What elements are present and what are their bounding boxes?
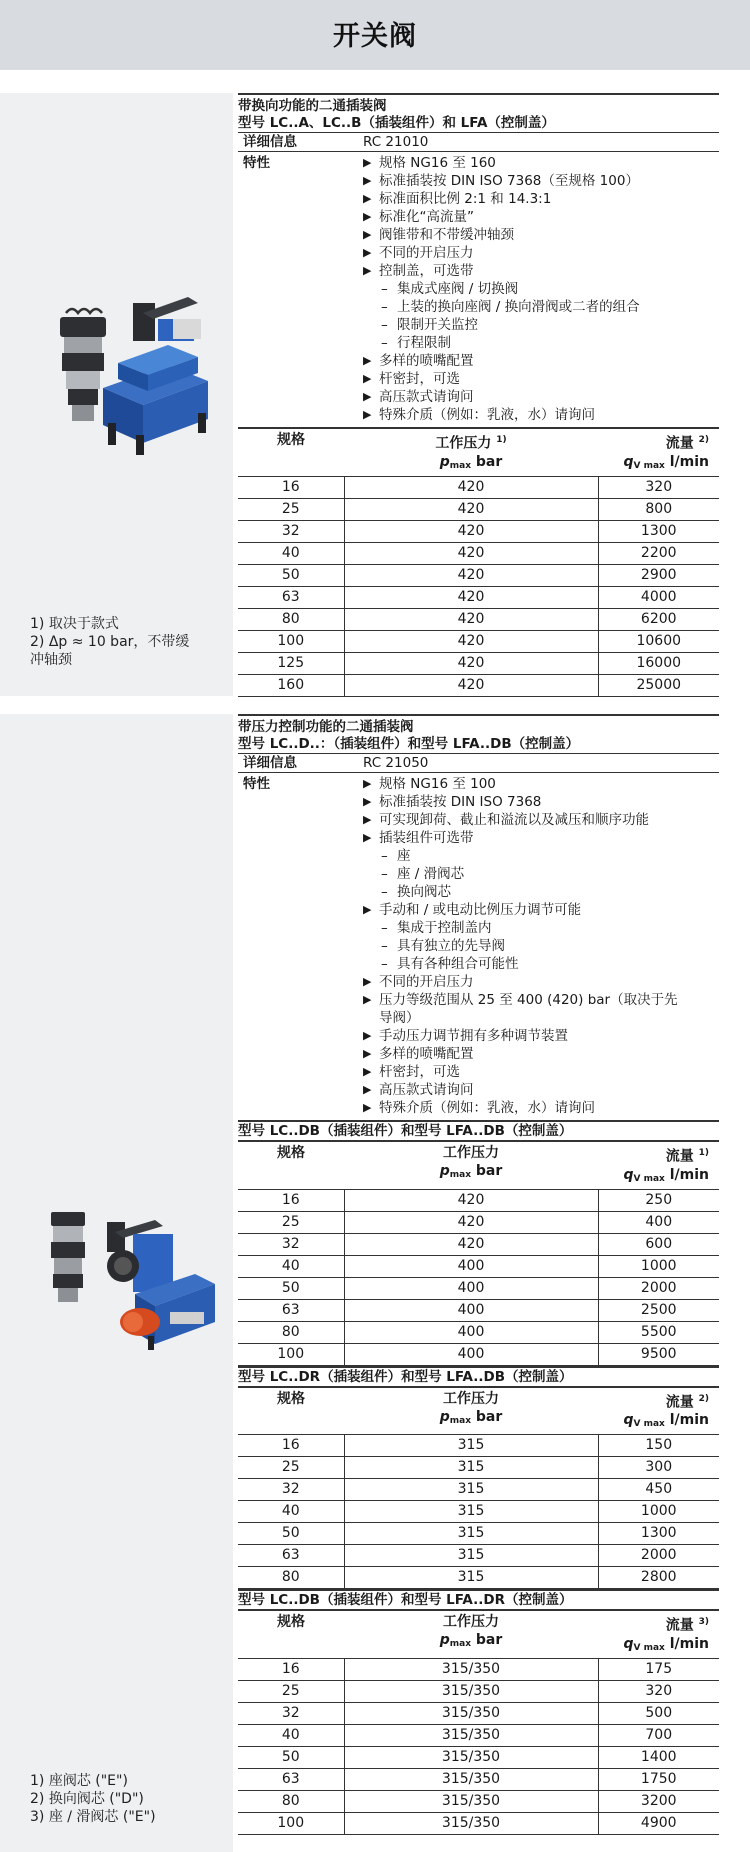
- features-label: 特性: [243, 776, 270, 792]
- table-row: [238, 674, 719, 696]
- table-row: [238, 1189, 719, 1211]
- flow-cell: 300: [598, 1457, 719, 1479]
- pressure-cell: 420: [344, 674, 598, 696]
- size-cell: 32: [238, 1233, 344, 1255]
- flow-cell: 600: [598, 1233, 719, 1255]
- table-row: [238, 1479, 719, 1501]
- section-2-title-line1: 带压力控制功能的二通插装阀: [238, 719, 414, 735]
- table-row: [238, 1545, 719, 1567]
- col-size-header: 规格: [238, 428, 344, 476]
- pressure-cell: 315/350: [344, 1746, 598, 1768]
- feature-subitem: 导阀）: [379, 1010, 420, 1026]
- flow-cell: 1000: [598, 1255, 719, 1277]
- pressure-cell: 315: [344, 1545, 598, 1567]
- spec-table: [238, 1609, 719, 1835]
- details-value: RC 21010: [363, 134, 429, 150]
- spec-table: [238, 1140, 719, 1366]
- feature-subitem: – 座: [363, 847, 719, 865]
- features-list: [363, 775, 719, 1117]
- flow-cell: 320: [598, 1680, 719, 1702]
- flow-cell: 700: [598, 1724, 719, 1746]
- pressure-cell: 400: [344, 1255, 598, 1277]
- section-1-title-line2: 型号 LC..A、LC..B（插装组件）和 LFA（控制盖）: [238, 115, 555, 131]
- pressure-cell: 420: [344, 498, 598, 520]
- pressure-cell: 315: [344, 1567, 598, 1589]
- pressure-cell: 315: [344, 1457, 598, 1479]
- flow-cell: 3200: [598, 1790, 719, 1812]
- col-flow-header: 流量 $^{3)}$ qV max l/min: [598, 1610, 719, 1658]
- pressure-cell: 315: [344, 1523, 598, 1545]
- section-1: [238, 93, 719, 697]
- size-cell: 50: [238, 564, 344, 586]
- size-cell: 100: [238, 1343, 344, 1365]
- footnote-3: 3) 座 / 滑阀芯 ("E"): [30, 1809, 156, 1825]
- col-flow-header: 流量 $^{1)}$ qV max l/min: [598, 1141, 719, 1189]
- table-row: [238, 1567, 719, 1589]
- section-1-title: [238, 93, 719, 132]
- sidebar-section-2: [0, 714, 233, 1852]
- flow-cell: 800: [598, 498, 719, 520]
- pressure-cell: 315/350: [344, 1724, 598, 1746]
- col-size-header: 规格: [238, 1141, 344, 1189]
- flow-cell: 320: [598, 476, 719, 498]
- feature-item: ▶ 高压款式请询问: [363, 1081, 719, 1099]
- flow-cell: 2500: [598, 1299, 719, 1321]
- table-row: [238, 1211, 719, 1233]
- feature-item: ▶ 压力等级范围从 25 至 400 (420) bar（取决于先: [363, 991, 719, 1009]
- table-row: [238, 1523, 719, 1545]
- details-label: 详细信息: [243, 134, 297, 150]
- pressure-cell: 315/350: [344, 1812, 598, 1834]
- table-row: [238, 652, 719, 674]
- flow-cell: 150: [598, 1435, 719, 1457]
- col-pressure-header: 工作压力 pmax bar: [344, 1610, 598, 1658]
- features-block: [238, 151, 719, 427]
- col-size-header: 规格: [238, 1610, 344, 1658]
- size-cell: 63: [238, 1768, 344, 1790]
- feature-item: ▶ 特殊介质（例如：乳液，水）请询问: [363, 1099, 719, 1117]
- size-cell: 50: [238, 1746, 344, 1768]
- footnotes-section-2: [30, 1772, 156, 1826]
- table-row: [238, 1343, 719, 1365]
- feature-subitem: – 上装的换向座阀 / 换向滑阀或二者的组合: [363, 298, 719, 316]
- section-2-title: [238, 714, 719, 753]
- section-1-title-line1: 带换向功能的二通插装阀: [238, 98, 387, 114]
- size-cell: 40: [238, 1501, 344, 1523]
- pressure-cell: 420: [344, 586, 598, 608]
- table-row: [238, 498, 719, 520]
- table-row: [238, 1768, 719, 1790]
- feature-subitem: – 集成式座阀 / 切换阀: [363, 280, 719, 298]
- sidebar-section-1: [0, 93, 233, 696]
- section-2-title-line2: 型号 LC..D..：（插装组件）和型号 LFA..DB（控制盖）: [238, 736, 580, 752]
- table-row: [238, 542, 719, 564]
- table-row: [238, 1457, 719, 1479]
- size-cell: 63: [238, 1545, 344, 1567]
- size-cell: 16: [238, 1435, 344, 1457]
- table-row: [238, 1746, 719, 1768]
- size-cell: 25: [238, 1680, 344, 1702]
- flow-cell: 2000: [598, 1277, 719, 1299]
- pressure-cell: 420: [344, 564, 598, 586]
- table-row: [238, 1724, 719, 1746]
- spec-tables-2: [238, 1120, 719, 1835]
- table-row: [238, 1321, 719, 1343]
- feature-subitem: – 行程限制: [363, 334, 719, 352]
- spec-table: [238, 1386, 719, 1590]
- size-cell: 63: [238, 1299, 344, 1321]
- feature-item: ▶ 高压款式请询问: [363, 388, 719, 406]
- col-size-header: 规格: [238, 1387, 344, 1435]
- pressure-cell: 315/350: [344, 1768, 598, 1790]
- size-cell: 16: [238, 1658, 344, 1680]
- pressure-cell: 315: [344, 1435, 598, 1457]
- size-cell: 63: [238, 586, 344, 608]
- feature-item: ▶ 标准面积比例 2:1 和 14.3:1: [363, 190, 719, 208]
- size-cell: 40: [238, 1255, 344, 1277]
- pressure-cell: 420: [344, 630, 598, 652]
- feature-item: ▶ 杆密封，可选: [363, 370, 719, 388]
- page-title: 开关阀: [333, 21, 417, 52]
- flow-cell: 500: [598, 1702, 719, 1724]
- footnote-1: 1) 座阀芯 ("E"): [30, 1773, 128, 1789]
- pressure-cell: 315/350: [344, 1658, 598, 1680]
- size-cell: 40: [238, 1724, 344, 1746]
- flow-cell: 1300: [598, 520, 719, 542]
- section-2: [238, 714, 719, 1835]
- feature-subitem: – 集成于控制盖内: [363, 919, 719, 937]
- valve-photo-2: [45, 1204, 225, 1354]
- feature-item: ▶ 规格 NG16 至 100: [363, 775, 719, 793]
- spec-table-1: [238, 427, 719, 697]
- table-row: [238, 1790, 719, 1812]
- feature-item: ▶ 标准化“高流量”: [363, 208, 719, 226]
- size-cell: 80: [238, 1567, 344, 1589]
- table-row: [238, 1812, 719, 1834]
- pressure-cell: 315/350: [344, 1680, 598, 1702]
- flow-cell: 450: [598, 1479, 719, 1501]
- size-cell: 32: [238, 520, 344, 542]
- pressure-cell: 315: [344, 1501, 598, 1523]
- page-header: [0, 0, 750, 70]
- pressure-cell: 400: [344, 1343, 598, 1365]
- control-cover-image: [103, 297, 208, 455]
- feature-subitem: – 换向阀芯: [363, 883, 719, 901]
- size-cell: 160: [238, 674, 344, 696]
- size-cell: 16: [238, 476, 344, 498]
- table-row: [238, 1233, 719, 1255]
- flow-cell: 2200: [598, 542, 719, 564]
- feature-item: ▶ 规格 NG16 至 160: [363, 154, 719, 172]
- table-row: [238, 1277, 719, 1299]
- cartridge-insert-image: [60, 309, 106, 421]
- pressure-cell: 420: [344, 542, 598, 564]
- size-cell: 50: [238, 1277, 344, 1299]
- feature-item: ▶ 特殊介质（例如：乳液，水）请询问: [363, 406, 719, 424]
- feature-item: ▶ 多样的喷嘴配置: [363, 352, 719, 370]
- feature-item: ▶ 手动压力调节拥有多种调节装置: [363, 1027, 719, 1045]
- pressure-cell: 420: [344, 520, 598, 542]
- features-label: 特性: [243, 155, 270, 171]
- table-row: [238, 1501, 719, 1523]
- feature-item: ▶ 控制盖，可选带: [363, 262, 719, 280]
- features-block: [238, 772, 719, 1120]
- footnote-2: 2) 换向阀芯 ("D"): [30, 1791, 144, 1807]
- details-row: [238, 753, 719, 772]
- table-subtitle: 型号 LC..DR（插装组件）和型号 LFA..DB（控制盖）: [238, 1366, 719, 1386]
- table-row: [238, 630, 719, 652]
- table-row: [238, 1658, 719, 1680]
- pressure-cell: 420: [344, 1211, 598, 1233]
- table-row: [238, 476, 719, 498]
- feature-item: ▶ 手动和 / 或电动比例压力调节可能: [363, 901, 719, 919]
- flow-cell: 5500: [598, 1321, 719, 1343]
- table-row: [238, 586, 719, 608]
- size-cell: 50: [238, 1523, 344, 1545]
- feature-subitem: – 具有各种组合可能性: [363, 955, 719, 973]
- size-cell: 100: [238, 630, 344, 652]
- feature-item: ▶ 可实现卸荷、截止和溢流以及减压和顺序功能: [363, 811, 719, 829]
- flow-cell: 4900: [598, 1812, 719, 1834]
- feature-item: ▶ 杆密封，可选: [363, 1063, 719, 1081]
- flow-cell: 2000: [598, 1545, 719, 1567]
- pressure-cell: 315: [344, 1479, 598, 1501]
- flow-cell: 10600: [598, 630, 719, 652]
- flow-cell: 9500: [598, 1343, 719, 1365]
- size-cell: 32: [238, 1702, 344, 1724]
- size-cell: 25: [238, 1457, 344, 1479]
- footnote-2: 2) Δp ≈ 10 bar，不带缓: [30, 634, 190, 650]
- feature-subitem: – 具有独立的先导阀: [363, 937, 719, 955]
- size-cell: 16: [238, 1189, 344, 1211]
- table-subtitle: 型号 LC..DB（插装组件）和型号 LFA..DR（控制盖）: [238, 1589, 719, 1609]
- col-flow-header: 流量 $^{2)}$ qV max l/min: [598, 1387, 719, 1435]
- footnote-1: 1) 取决于款式: [30, 616, 119, 632]
- pressure-cell: 420: [344, 1189, 598, 1211]
- features-list: [363, 154, 719, 424]
- pressure-cell: 400: [344, 1299, 598, 1321]
- flow-cell: 6200: [598, 608, 719, 630]
- flow-cell: 1000: [598, 1501, 719, 1523]
- table-row: [238, 1255, 719, 1277]
- feature-item: ▶ 阀锥带和不带缓冲轴颈: [363, 226, 719, 244]
- size-cell: 40: [238, 542, 344, 564]
- flow-cell: 250: [598, 1189, 719, 1211]
- table-row: [238, 520, 719, 542]
- size-cell: 32: [238, 1479, 344, 1501]
- flow-cell: 400: [598, 1211, 719, 1233]
- details-row: [238, 132, 719, 151]
- pressure-cell: 315/350: [344, 1702, 598, 1724]
- col-pressure-header: 工作压力 $^{1)}$ pmax bar: [344, 428, 598, 476]
- feature-subitem: – 限制开关监控: [363, 316, 719, 334]
- table-subtitle: 型号 LC..DB（插装组件）和型号 LFA..DB（控制盖）: [238, 1120, 719, 1140]
- feature-item: ▶ 标准插装按 DIN ISO 7368（至规格 100）: [363, 172, 719, 190]
- flow-cell: 1400: [598, 1746, 719, 1768]
- size-cell: 80: [238, 608, 344, 630]
- pressure-cell: 400: [344, 1277, 598, 1299]
- details-label: 详细信息: [243, 755, 297, 771]
- feature-item: ▶ 多样的喷嘴配置: [363, 1045, 719, 1063]
- table-row: [238, 1435, 719, 1457]
- pressure-control-cover-image: [107, 1220, 215, 1350]
- feature-item: ▶ 不同的开启压力: [363, 973, 719, 991]
- feature-item: ▶ 标准插装按 DIN ISO 7368: [363, 793, 719, 811]
- col-pressure-header: 工作压力 pmax bar: [344, 1387, 598, 1435]
- flow-cell: 1300: [598, 1523, 719, 1545]
- pressure-cell: 315/350: [344, 1790, 598, 1812]
- size-cell: 125: [238, 652, 344, 674]
- flow-cell: 4000: [598, 586, 719, 608]
- details-value: RC 21050: [363, 755, 429, 771]
- pressure-cell: 420: [344, 1233, 598, 1255]
- footnote-2-cont: 冲轴颈: [30, 652, 72, 668]
- flow-cell: 25000: [598, 674, 719, 696]
- size-cell: 80: [238, 1321, 344, 1343]
- table-row: [238, 1680, 719, 1702]
- size-cell: 25: [238, 498, 344, 520]
- flow-cell: 1750: [598, 1768, 719, 1790]
- cartridge-insert-image: [51, 1212, 85, 1302]
- valve-photo-1: [48, 283, 223, 458]
- flow-cell: 16000: [598, 652, 719, 674]
- size-cell: 100: [238, 1812, 344, 1834]
- table-row: [238, 1299, 719, 1321]
- feature-item: ▶ 插装组件可选带: [363, 829, 719, 847]
- pressure-cell: 420: [344, 608, 598, 630]
- pressure-cell: 420: [344, 476, 598, 498]
- table-row: [238, 608, 719, 630]
- flow-cell: 2800: [598, 1567, 719, 1589]
- feature-item: ▶ 不同的开启压力: [363, 244, 719, 262]
- size-cell: 80: [238, 1790, 344, 1812]
- col-flow-header: 流量 $^{2)}$ qV max l/min: [598, 428, 719, 476]
- table-row: [238, 1702, 719, 1724]
- pressure-cell: 400: [344, 1321, 598, 1343]
- size-cell: 25: [238, 1211, 344, 1233]
- footnotes-section-1: [30, 615, 189, 669]
- col-pressure-header: 工作压力 pmax bar: [344, 1141, 598, 1189]
- flow-cell: 2900: [598, 564, 719, 586]
- pressure-cell: 420: [344, 652, 598, 674]
- feature-subitem: – 座 / 滑阀芯: [363, 865, 719, 883]
- table-row: [238, 564, 719, 586]
- flow-cell: 175: [598, 1658, 719, 1680]
